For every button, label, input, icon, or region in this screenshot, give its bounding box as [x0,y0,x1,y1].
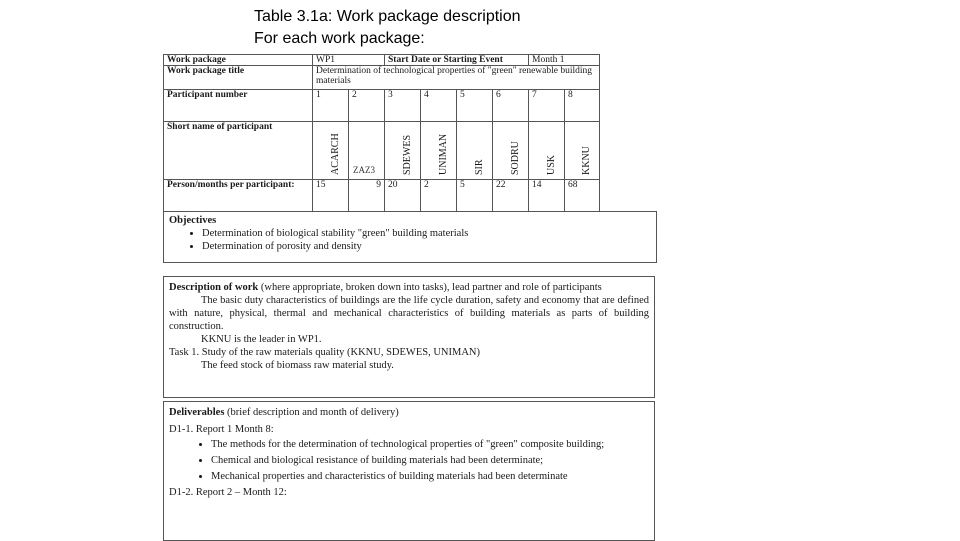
heading-line-1: Table 3.1a: Work package description [254,8,521,25]
work-package-table [163,54,600,220]
short-name-cell [457,122,493,180]
short-name: UNIMAN [437,133,449,175]
title-label: Work package title [164,66,313,90]
objective-item: • Determination of biological stability "green" building materials [202,227,656,240]
participant-number: 8 [565,90,600,122]
objectives-title: Objectives [169,215,217,226]
short-name: SDEWES [401,135,413,175]
person-months: 2 [421,180,457,220]
report-2: D1-2. Report 2 – Month 12: [169,487,287,498]
description-paragraph: The basic duty characteristics of buildings are the life cycle duration, safety and economy that are defined with nature, physical, thermal and mechanical characteristics of building materials as parts of building construction. [169,295,649,332]
deliverable-item: • The methods for the determination of technological properties of "green" composite building; [211,438,649,451]
participant-number: 6 [493,90,529,122]
participant-number-label: Participant number [164,90,313,122]
short-name: SODRU [509,141,521,175]
task-1: Task 1. Study of the raw materials quality (KKNU, SDEWES, UNIMAN) [169,347,481,358]
person-months: 15 [313,180,349,220]
deliverables-note: (brief description and month of delivery) [227,407,399,418]
short-name-cell [349,122,385,180]
deliverables-title: Deliverables [169,407,225,418]
task-1-detail: The feed stock of biomass raw material study. [201,360,394,371]
participant-number: 4 [421,90,457,122]
short-name: USK [545,154,557,175]
description-title: Description of work [169,282,259,293]
person-months-label: Person/months per participant: [164,180,313,220]
person-months: 22 [493,180,529,220]
short-name: SIR [473,159,485,175]
short-name-cell [565,122,600,180]
start-label: Start Date or Starting Event [385,55,529,66]
slide-heading [254,6,521,50]
deliverable-item: • Mechanical properties and characteristics of building materials had been determinate [211,470,649,483]
deliverables-list [169,438,649,483]
short-name-label: Short name of participant [164,122,313,180]
objectives-list [164,227,656,253]
handwritten-scribble: ZAZ3 [353,165,375,175]
participant-number: 1 [313,90,349,122]
wp-label: Work package [164,55,313,66]
description-intro: (where appropriate, broken down into tasks), lead partner and role of participants [260,282,602,293]
wp-value: WP1 [313,55,385,66]
short-name-cell [421,122,457,180]
objectives-box [163,211,657,263]
short-name-cell [529,122,565,180]
short-name-cell [313,122,349,180]
deliverable-item: • Chemical and biological resistance of building materials had been determinate; [211,454,649,467]
description-leader: KKNU is the leader in WP1. [201,334,322,345]
title-value: Determination of technological properties of "green" renewable building materials [313,66,600,90]
short-name-cell [493,122,529,180]
participant-number: 7 [529,90,565,122]
heading-line-2: For each work package: [254,30,425,47]
participant-number: 2 [349,90,385,122]
participant-number: 3 [385,90,421,122]
deliverables-box [163,401,655,541]
report-1: D1-1. Report 1 Month 8: [169,424,274,435]
person-months: 5 [457,180,493,220]
short-name: KKNU [581,146,592,175]
short-name-cell [385,122,421,180]
person-months: 14 [529,180,565,220]
description-box [163,276,655,398]
short-name: ACARCH [329,133,341,175]
person-months: 20 [385,180,421,220]
participant-number: 5 [457,90,493,122]
person-months: 9 [349,180,385,220]
objective-item: • Determination of porosity and density [202,240,656,253]
start-value: Month 1 [529,55,600,66]
person-months: 68 [565,180,600,220]
